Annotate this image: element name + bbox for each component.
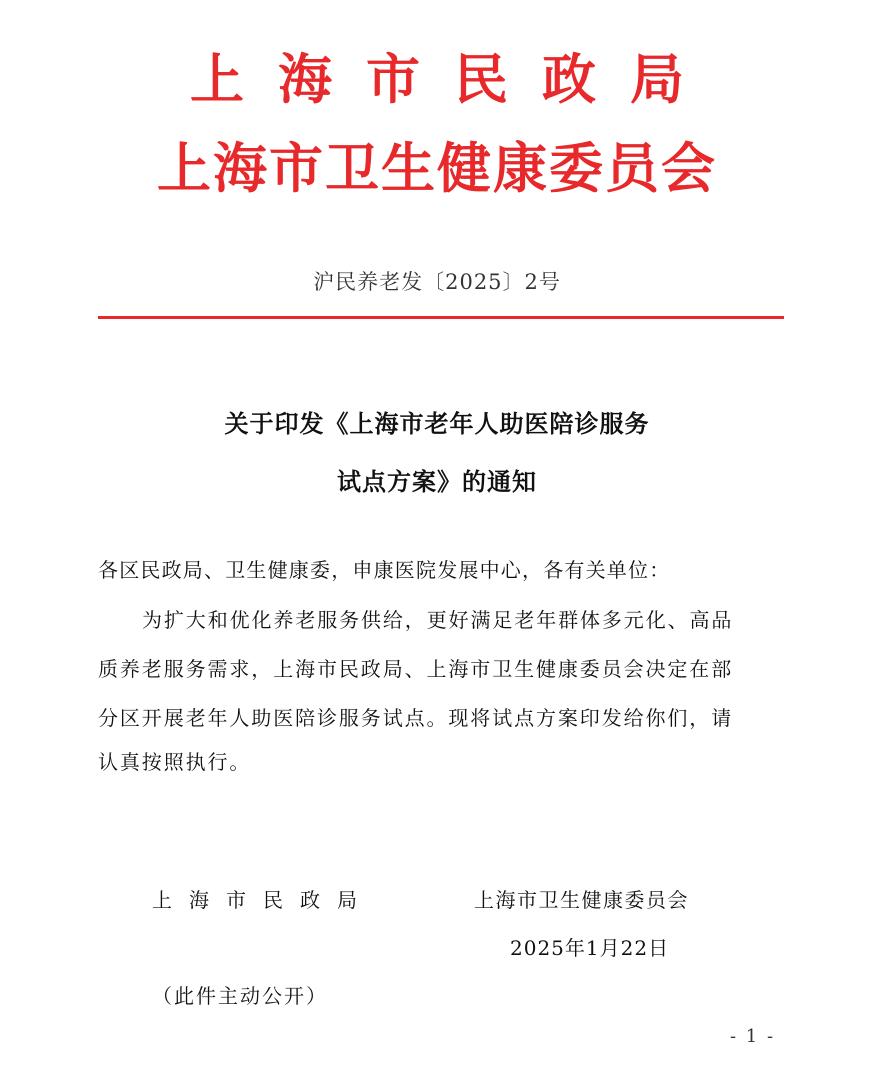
body-paragraph-line: 分区开展老年人助医陪诊服务试点。现将试点方案印发给你们，请 — [98, 706, 734, 730]
document-title-line-2: 试点方案》的通知 — [337, 468, 537, 496]
page-number: - 1 - — [730, 1026, 776, 1047]
document-number: 沪民养老发〔2025〕2号 — [313, 270, 561, 294]
signature-issuer-civil-affairs: 上海市民政局 — [152, 888, 374, 912]
signature-issuer-health-commission: 上海市卫生健康委员会 — [474, 888, 689, 912]
body-paragraph-line: 质养老服务需求，上海市民政局、上海市卫生健康委员会决定在部 — [98, 657, 734, 681]
body-paragraph-line: 认真按照执行。 — [98, 750, 252, 774]
document-title-line-1: 关于印发《上海市老年人助医陪诊服务 — [224, 410, 650, 438]
salutation: 各区民政局、卫生健康委，申康医院发展中心，各有关单位： — [98, 558, 671, 582]
issuer-heading-health-commission: 上海市卫生健康委员会 — [157, 137, 717, 200]
public-disclosure-note: （此件主动公开） — [152, 984, 328, 1008]
issuer-heading-civil-affairs: 上海市民政局 — [190, 48, 718, 111]
red-divider-line — [98, 316, 784, 319]
body-paragraph-line: 为扩大和优化养老服务供给，更好满足老年群体多元化、高品 — [142, 608, 734, 632]
signature-date: 2025年1月22日 — [510, 936, 670, 960]
